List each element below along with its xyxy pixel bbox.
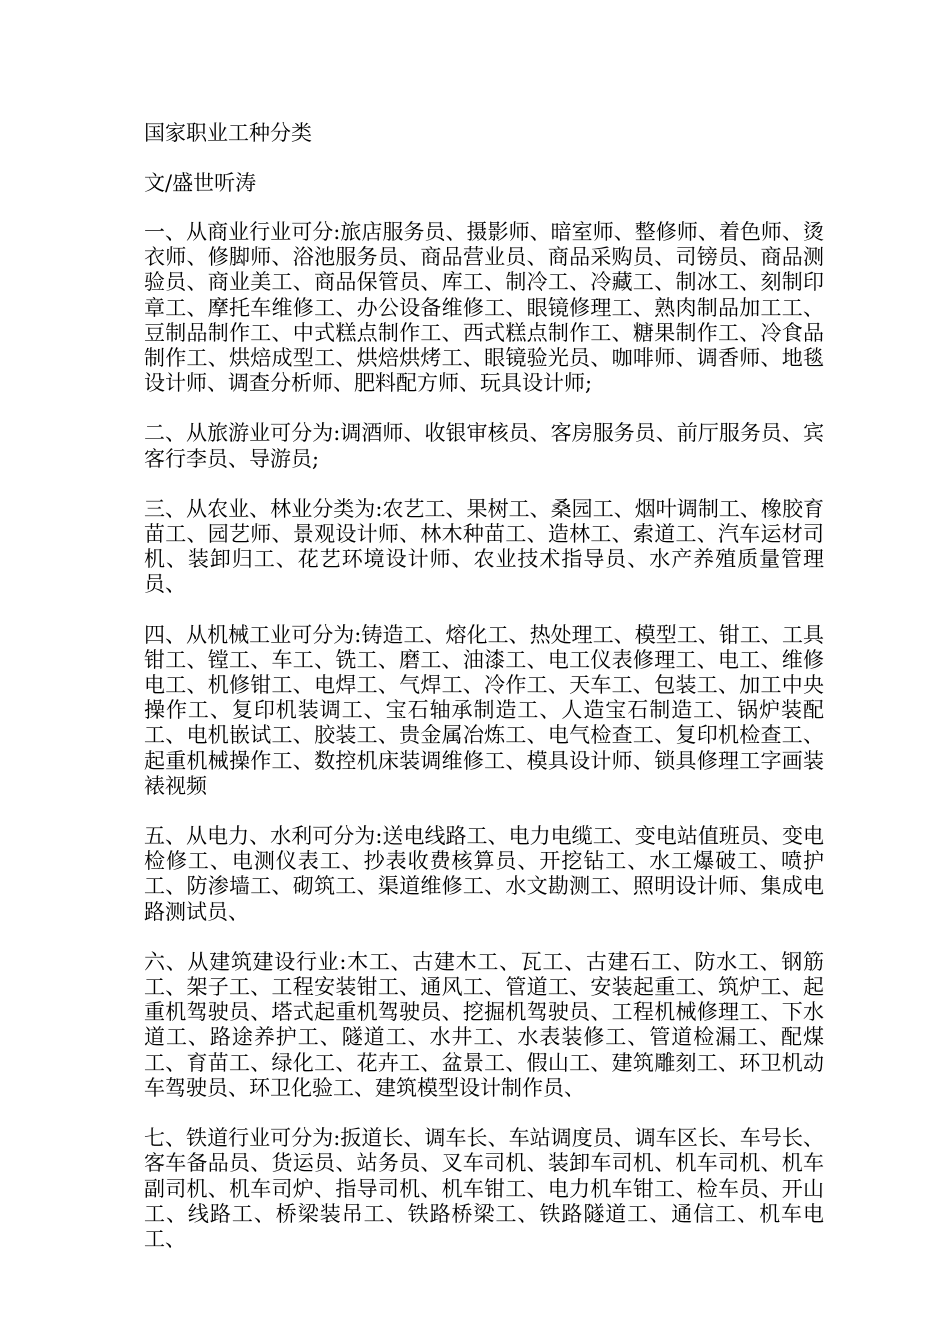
section-commerce: 一、从商业行业可分:旅店服务员、摄影师、暗室师、整修师、着色师、烫衣师、修脚师、浴池服务员、商品营业员、商品采购员、司镑员、商品测验员、商业美工、商品保管员、库工、制冷工、冷藏工、制冰工、刻制印章工、摩托车维修工、办公设备维修工、眼镜修理工、熟肉制品加工工、豆制品制作工、中式糕点制作工、西式糕点制作工、糖果制作工、冷食品制作工、烘焙成型工、烘焙烘烤工、眼镜验光员、咖啡师、调香师、地毯设计师、调查分析师、肥料配方师、玩具设计师; xyxy=(144,220,824,396)
section-machinery: 四、从机械工业可分为:铸造工、熔化工、热处理工、模型工、钳工、工具钳工、镗工、车工、铣工、磨工、油漆工、电工仪表修理工、电工、维修电工、机修钳工、电焊工、气焊工、冷作工、天车工、包装工、加工中央操作工、复印机装调工、宝石轴承制造工、人造宝石制造工、锅炉装配工、电机嵌试工、胶装工、贵金属冶炼工、电气检查工、复印机检查工、起重机械操作工、数控机床装调维修工、模具设计师、锁具修理工字画装裱视频 xyxy=(144,622,824,798)
document-title: 国家职业工种分类 xyxy=(144,121,312,145)
section-construction: 六、从建筑建设行业:木工、古建木工、瓦工、古建石工、防水工、钢筋工、架子工、工程安装钳工、通风工、管道工、安装起重工、筑炉工、起重机驾驶员、塔式起重机驾驶员、挖掘机驾驶员、工程机械修理工、下水道工、路途养护工、隧道工、水井工、水表装修工、管道检漏工、配煤工、育苗工、绿化工、花卉工、盆景工、假山工、建筑雕刻工、环卫机动车驾驶员、环卫化验工、建筑模型设计制作员、 xyxy=(144,949,824,1100)
document-page xyxy=(144,120,824,1277)
section-tourism: 二、从旅游业可分为:调酒师、收银审核员、客房服务员、前厅服务员、宾客行李员、导游员; xyxy=(144,421,824,471)
section-agriculture-forestry: 三、从农业、林业分类为:农艺工、果树工、桑园工、烟叶调制工、橡胶育苗工、园艺师、景观设计师、林木种苗工、造林工、索道工、汽车运材司机、装卸归工、花艺环境设计师、农业技术指导员、水产养殖质量管理员、 xyxy=(144,496,824,597)
section-railway: 七、铁道行业可分为:扳道长、调车长、车站调度员、调车区长、车号长、客车备品员、货运员、站务员、叉车司机、装卸车司机、机车司机、机车副司机、机车司炉、指导司机、机车钳工、电力机车钳工、检车员、开山工、线路工、桥梁装吊工、铁路桥梁工、铁路隧道工、通信工、机车电工、 xyxy=(144,1126,824,1251)
document-author: 文/盛世听涛 xyxy=(144,171,257,195)
section-power-water: 五、从电力、水利可分为:送电线路工、电力电缆工、变电站值班员、变电检修工、电测仪表工、抄表收费核算员、开挖钻工、水工爆破工、喷护工、防渗墙工、砌筑工、渠道维修工、水文勘测工、照明设计师、集成电路测试员、 xyxy=(144,824,824,924)
